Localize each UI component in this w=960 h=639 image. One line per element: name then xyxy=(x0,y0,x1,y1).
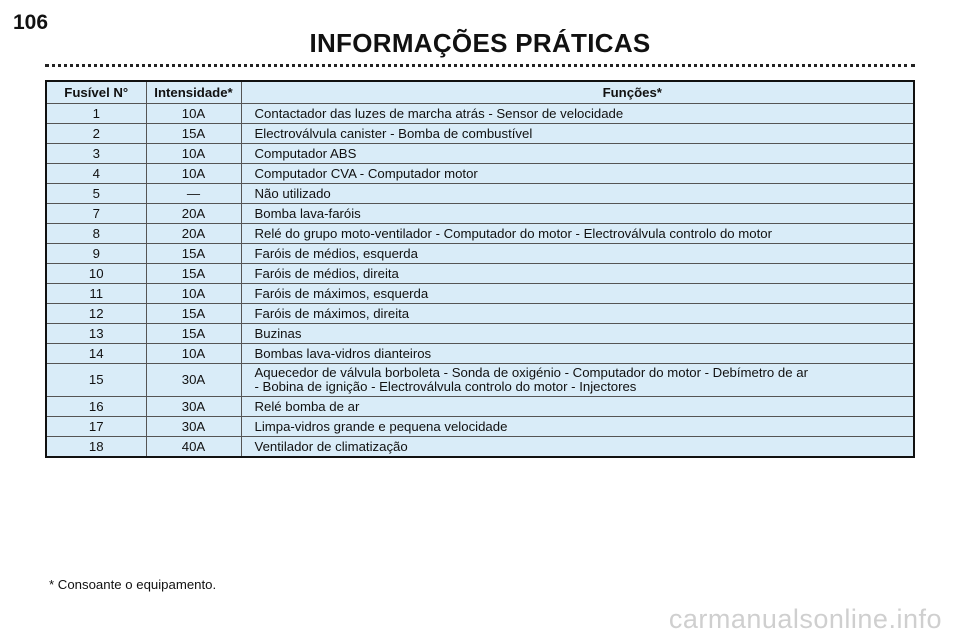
cell-functions: Computador ABS xyxy=(241,144,914,164)
cell-functions: Contactador das luzes de marcha atrás - Sensor de velocidade xyxy=(241,104,914,124)
cell-fuse-number: 7 xyxy=(46,204,146,224)
footnote: * Consoante o equipamento. xyxy=(49,577,217,592)
cell-fuse-number: 5 xyxy=(46,184,146,204)
cell-fuse-number: 16 xyxy=(46,397,146,417)
cell-intensity: 10A xyxy=(146,284,241,304)
cell-functions: Bomba lava-faróis xyxy=(241,204,914,224)
table-row xyxy=(46,164,914,184)
cell-fuse-number: 14 xyxy=(46,344,146,364)
cell-functions: Relé bomba de ar xyxy=(241,397,914,417)
cell-functions: Não utilizado xyxy=(241,184,914,204)
table-row xyxy=(46,304,914,324)
cell-functions: Faróis de máximos, direita xyxy=(241,304,914,324)
cell-intensity: 15A xyxy=(146,264,241,284)
table-row xyxy=(46,437,914,458)
cell-fuse-number: 17 xyxy=(46,417,146,437)
cell-fuse-number: 11 xyxy=(46,284,146,304)
header-fuse-number: Fusível N° xyxy=(46,81,146,104)
table-row xyxy=(46,344,914,364)
cell-functions: Faróis de médios, direita xyxy=(241,264,914,284)
header-intensity: Intensidade* xyxy=(146,81,241,104)
table-body xyxy=(46,104,914,458)
table-row xyxy=(46,417,914,437)
cell-fuse-number: 15 xyxy=(46,364,146,397)
cell-functions: Bombas lava-vidros dianteiros xyxy=(241,344,914,364)
cell-functions: Limpa-vidros grande e pequena velocidade xyxy=(241,417,914,437)
cell-fuse-number: 8 xyxy=(46,224,146,244)
table-row xyxy=(46,184,914,204)
table-row xyxy=(46,144,914,164)
cell-fuse-number: 1 xyxy=(46,104,146,124)
cell-intensity: 20A xyxy=(146,204,241,224)
cell-functions: Relé do grupo moto-ventilador - Computador do motor - Electroválvula controlo do motor xyxy=(241,224,914,244)
table-row xyxy=(46,364,914,397)
cell-functions xyxy=(241,364,914,397)
cell-functions: Faróis de médios, esquerda xyxy=(241,244,914,264)
cell-functions: Electroválvula canister - Bomba de combustível xyxy=(241,124,914,144)
header-functions: Funções* xyxy=(241,81,914,104)
cell-intensity: 30A xyxy=(146,364,241,397)
cell-intensity: 20A xyxy=(146,224,241,244)
cell-functions: Ventilador de climatização xyxy=(241,437,914,458)
cell-intensity: 30A xyxy=(146,397,241,417)
cell-intensity: 15A xyxy=(146,124,241,144)
table-row xyxy=(46,284,914,304)
cell-intensity: 15A xyxy=(146,324,241,344)
cell-intensity: — xyxy=(146,184,241,204)
cell-fuse-number: 10 xyxy=(46,264,146,284)
cell-fuse-number: 3 xyxy=(46,144,146,164)
table-row xyxy=(46,204,914,224)
cell-intensity: 10A xyxy=(146,344,241,364)
table-row xyxy=(46,104,914,124)
page-number: 106 xyxy=(13,11,49,34)
table-row xyxy=(46,244,914,264)
table-header-row xyxy=(46,81,914,104)
cell-fuse-number: 2 xyxy=(46,124,146,144)
table-row xyxy=(46,124,914,144)
dotted-divider xyxy=(45,64,915,67)
cell-fuse-number: 18 xyxy=(46,437,146,458)
table-row xyxy=(46,397,914,417)
table-row xyxy=(46,324,914,344)
fuse-table xyxy=(45,80,915,458)
cell-functions: Computador CVA - Computador motor xyxy=(241,164,914,184)
cell-intensity: 15A xyxy=(146,304,241,324)
cell-intensity: 15A xyxy=(146,244,241,264)
cell-fuse-number: 12 xyxy=(46,304,146,324)
cell-fuse-number: 4 xyxy=(46,164,146,184)
cell-fuse-number: 9 xyxy=(46,244,146,264)
function-line: Aquecedor de válvula borboleta - Sonda de oxigénio - Computador do motor - Debímetro de ar xyxy=(254,365,808,380)
table-row xyxy=(46,264,914,284)
cell-intensity: 10A xyxy=(146,164,241,184)
function-line: - Bobina de ignição - Electroválvula controlo do motor - Injectores xyxy=(254,379,637,394)
table-row xyxy=(46,224,914,244)
cell-intensity: 10A xyxy=(146,104,241,124)
cell-fuse-number: 13 xyxy=(46,324,146,344)
cell-functions: Buzinas xyxy=(241,324,914,344)
cell-intensity: 10A xyxy=(146,144,241,164)
cell-functions: Faróis de máximos, esquerda xyxy=(241,284,914,304)
page-title: INFORMAÇÕES PRÁTICAS xyxy=(309,28,651,58)
cell-intensity: 40A xyxy=(146,437,241,458)
watermark: carmanualsonline.info xyxy=(668,604,942,634)
cell-intensity: 30A xyxy=(146,417,241,437)
